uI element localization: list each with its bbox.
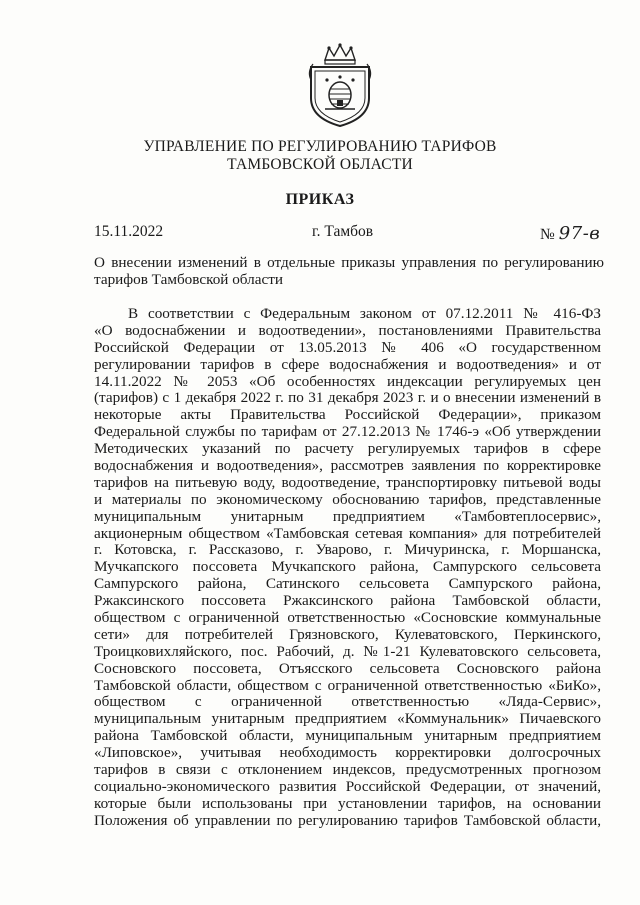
- body-line: Положения об управлении по регулированию тарифов Тамбовской области,: [94, 812, 601, 829]
- order-number: [540, 223, 600, 244]
- order-city: г. Тамбов: [312, 223, 374, 240]
- subject-line: О внесении изменений в отдельные приказы управления по регулированию: [94, 255, 604, 271]
- body-line: сети» для потребителей Грязновского, Кулеватовского, Перкинского,: [94, 626, 601, 643]
- body-line: В соответствии с Федеральным законом от 07.12.2011 № 416-ФЗ: [128, 306, 601, 322]
- number-sign: №: [540, 226, 555, 243]
- body-line: тарифов в связи с отклонением индексов, предусмотренных прогнозом: [94, 762, 601, 779]
- body-line: Методических указаний по расчету регулируемых тарифов в сфере: [94, 441, 601, 458]
- body-line: муниципальным унитарным предприятием «Коммунальник» Пичаевского: [94, 711, 601, 728]
- body-line: Сосновского поссовета, Отъясского сельсовета Сосновского района: [94, 660, 601, 677]
- body-line: района Тамбовской области, муниципальным унитарным предприятием: [94, 728, 601, 745]
- body-line: Ржаксинского поссовета Ржаксинского района Тамбовской области,: [94, 593, 601, 610]
- subject-line: тарифов Тамбовской области: [94, 271, 283, 288]
- body-line: и материалы по экономическому обоснованию тарифов, представленные: [94, 491, 601, 508]
- handwritten-order-number: 97-в: [558, 223, 601, 244]
- agency-name-line1: УПРАВЛЕНИЕ ПО РЕГУЛИРОВАНИЮ ТАРИФОВ: [143, 138, 497, 155]
- agency-name-line2: ТАМБОВСКОЙ ОБЛАСТИ: [227, 156, 413, 173]
- body-line: тарифов на питьевую воду, водоотведение, транспортировку питьевой воды: [94, 474, 601, 491]
- body-line: Российской Федерации от 13.05.2013 № 406 «О государственном: [94, 339, 601, 356]
- body-line: «Липовское», учитывая необходимость корректировки долгосрочных: [94, 745, 601, 762]
- body-line: «О водоснабжении и водоотведении», постановлениями Правительства: [94, 322, 601, 339]
- body-line: Сампурского района, Сатинского сельсовета Сампурского района,: [94, 576, 601, 593]
- body-line: (тарифов) с 1 декабря 2022 г. по 31 декабря 2023 г. и о внесении изменений в: [94, 390, 601, 407]
- body-line: г. Котовска, г. Рассказово, г. Уварово, г. Мичуринска, г. Моршанска,: [94, 542, 601, 559]
- body-line: муниципальным унитарным предприятием «Тамбовтеплосервис»,: [94, 508, 601, 525]
- document-type-title: ПРИКАЗ: [285, 191, 355, 208]
- body-line: которые были использованы при установлении тарифов, на основании: [94, 795, 601, 812]
- body-line: обществом с ограниченной ответственностью «Ляда-Сервис»,: [94, 694, 601, 711]
- body-line: водоснабжения и водоотведения», рассмотрев заявления по корректировке: [94, 458, 601, 475]
- body-line: Федеральной службы по тарифам от 27.12.2013 № 1746-э «Об утверждении: [94, 424, 601, 441]
- body-line: Троицковихляйского, пос. Рабочий, д. №1-21 Кулеватовского сельсовета,: [94, 643, 601, 660]
- body-line: Мучкапского поссовета Мучкапского района, Сампурского сельсовета: [94, 559, 601, 576]
- body-line: Тамбовской области, обществом с ограниченной ответственностью «БиКо»,: [94, 677, 601, 694]
- body-line: регулировании тарифов в сфере водоснабжения и водоотведения» и от: [94, 356, 601, 373]
- tambov-coat-of-arms-icon: [303, 42, 377, 128]
- order-date: 15.11.2022: [94, 223, 164, 240]
- order-body: [94, 306, 601, 830]
- body-line: 14.11.2022 № 2053 «Об особенностях индексации регулируемых цен: [94, 373, 601, 390]
- body-line: социально-экономического развития Российской Федерации, от значений,: [94, 778, 601, 795]
- body-line: акционерным обществом «Тамбовская сетевая компания» для потребителей: [94, 525, 601, 542]
- order-subject: [94, 255, 604, 289]
- body-line: обществом с ограниченной ответственностью «Сосновские коммунальные: [94, 610, 601, 627]
- body-line: некоторые акты Правительства Российской Федерации», приказом: [94, 407, 601, 424]
